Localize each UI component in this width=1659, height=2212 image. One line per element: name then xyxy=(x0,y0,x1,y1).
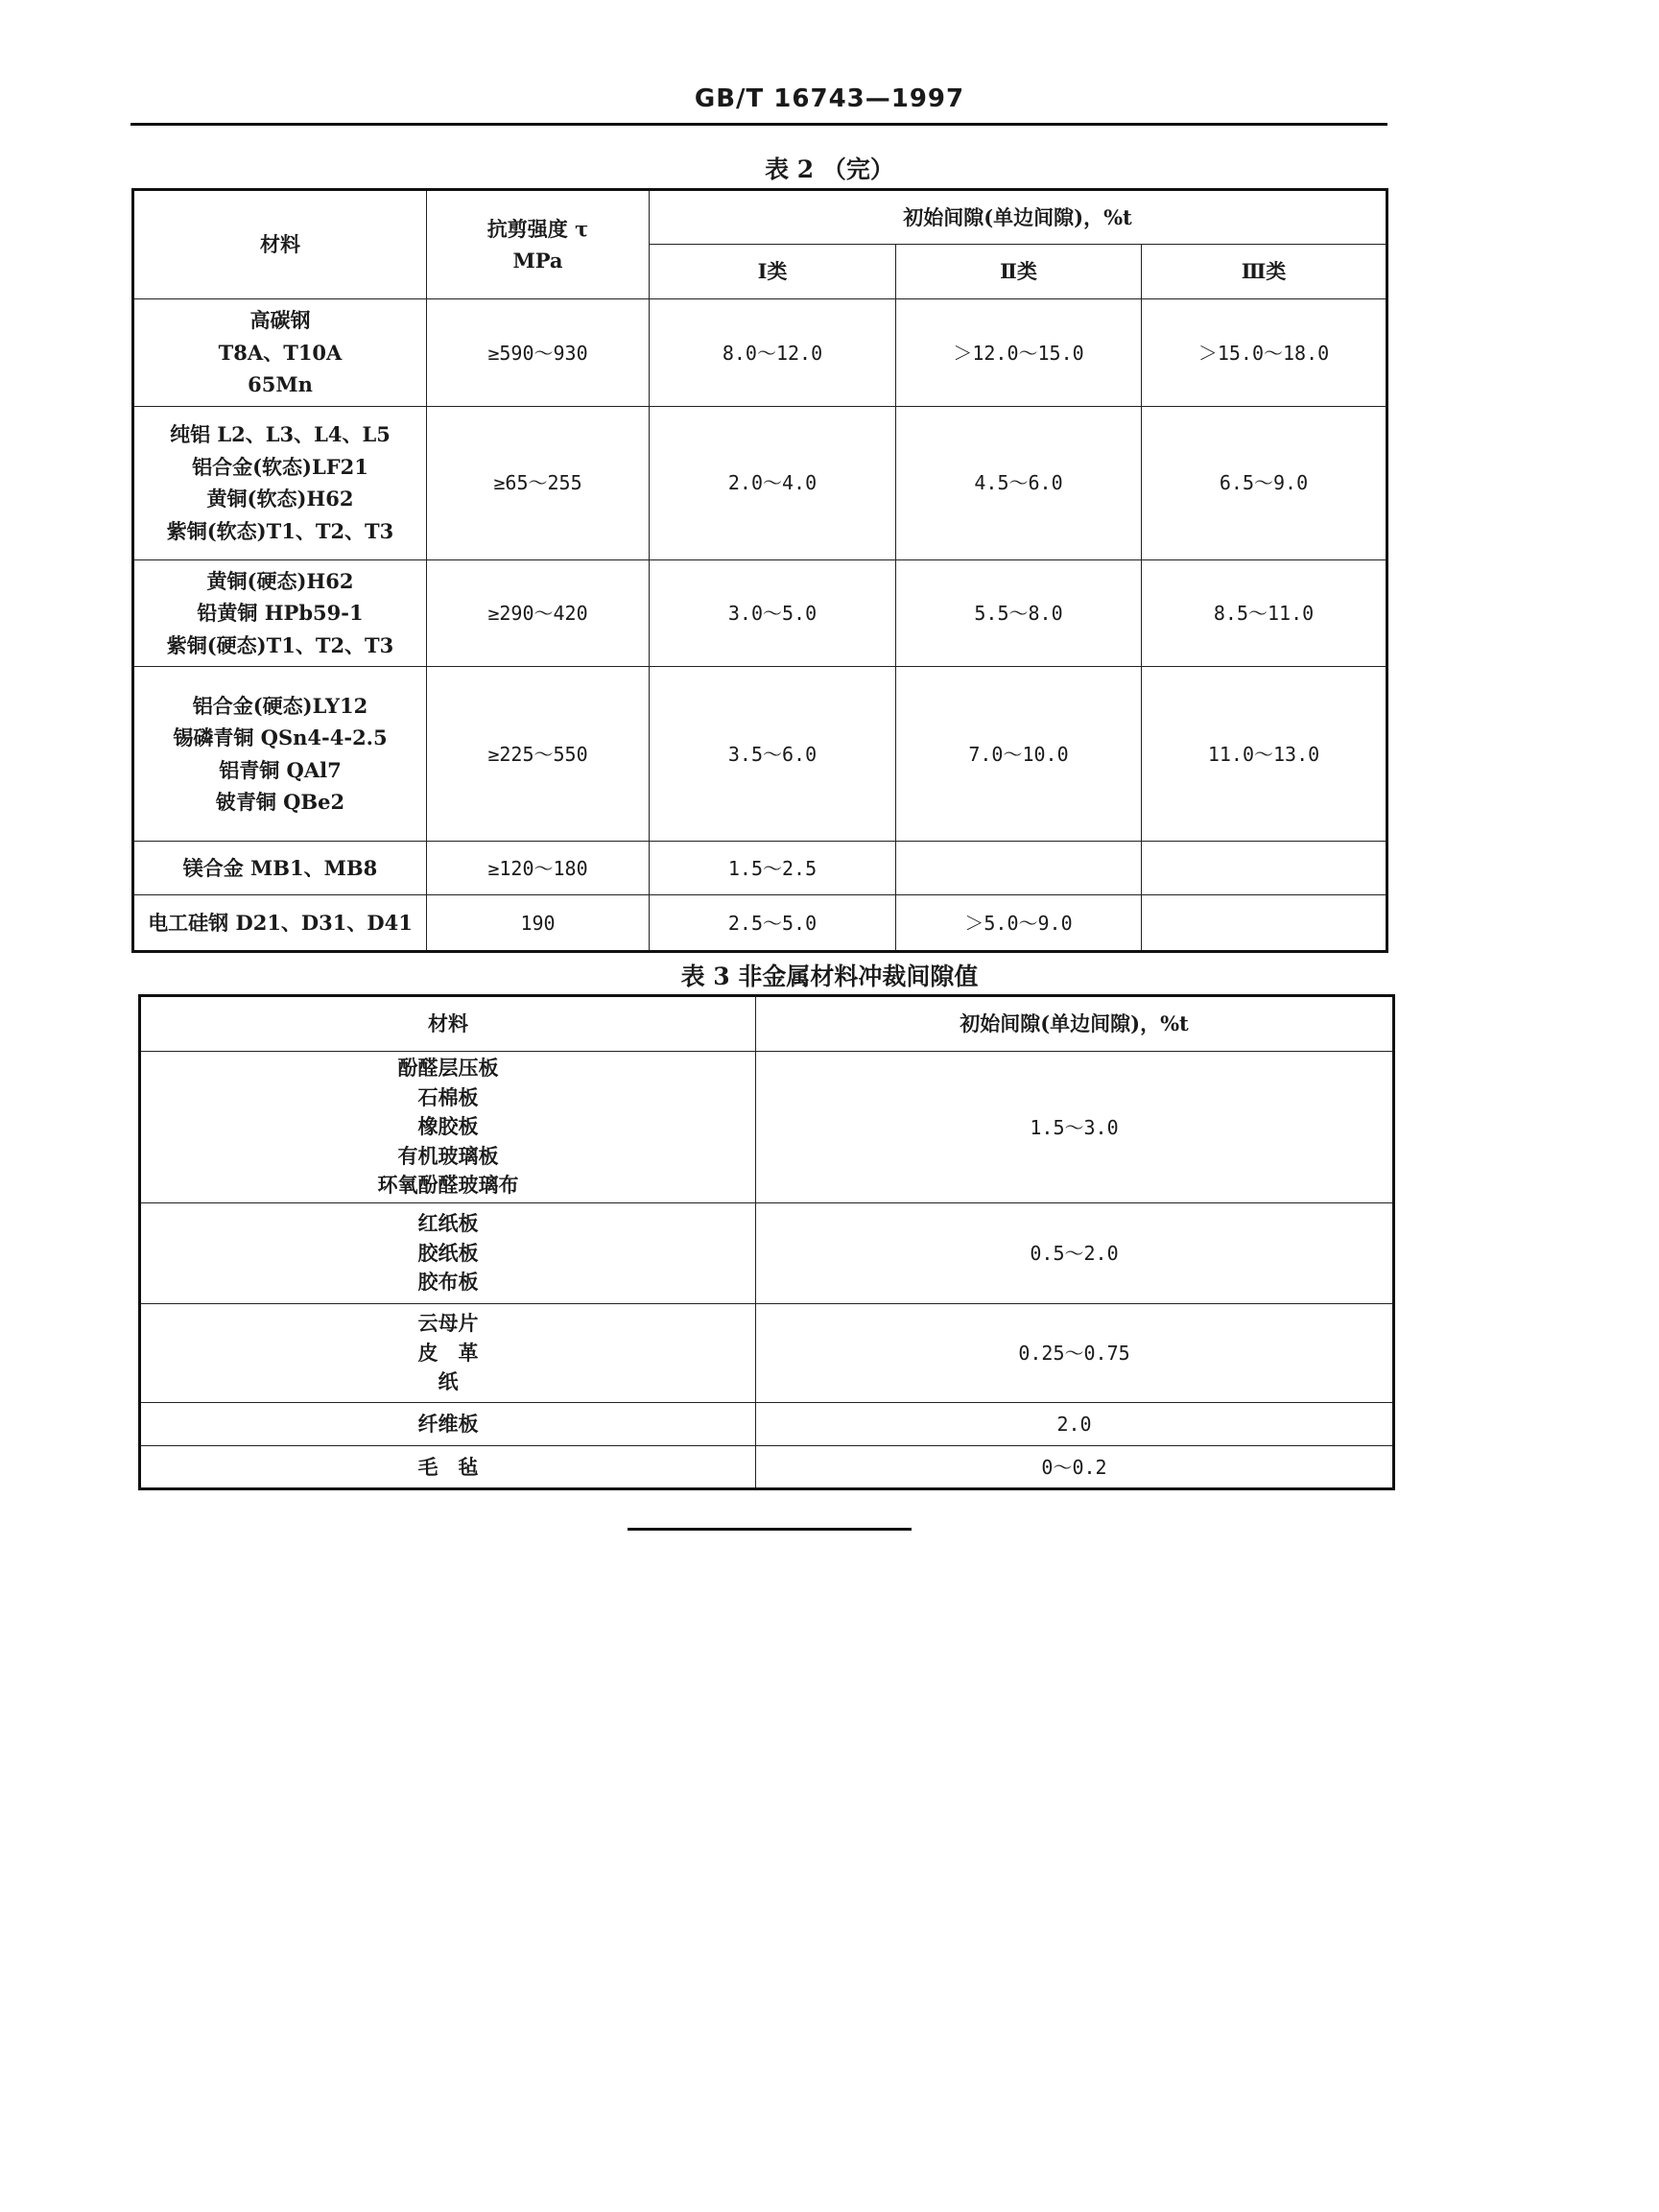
material-line: 黄铜(软态)H62 xyxy=(206,487,354,511)
class3-cell: 6.5～9.0 xyxy=(1142,406,1387,559)
table-row xyxy=(133,895,1387,952)
shear-strength-cell: ≥290～420 xyxy=(427,559,650,666)
material-line: 纸 xyxy=(438,1369,459,1394)
class2-cell: ＞5.0～9.0 xyxy=(896,895,1142,952)
shear-strength-cell: ≥65～255 xyxy=(427,406,650,559)
material-line: 酚醛层压板 xyxy=(397,1056,499,1081)
shear-strength-unit: MPa xyxy=(512,249,563,274)
class3-cell: 11.0～13.0 xyxy=(1142,667,1387,842)
material-line: 橡胶板 xyxy=(417,1114,479,1139)
material-cell xyxy=(140,1446,756,1489)
table3-header-material: 材料 xyxy=(140,996,756,1052)
material-line: 胶纸板 xyxy=(417,1240,479,1265)
material-line: 铍青铜 QBe2 xyxy=(215,790,345,815)
material-line: 红纸板 xyxy=(417,1211,479,1236)
table2-header-class2: Ⅱ类 xyxy=(896,244,1142,299)
table2-header-row xyxy=(133,190,1387,245)
class2-cell: 4.5～6.0 xyxy=(896,406,1142,559)
material-line: 纯铝 L2、L3、L4、L5 xyxy=(170,422,391,447)
clearance-cell: 2.0 xyxy=(756,1403,1394,1446)
material-cell xyxy=(133,299,427,406)
class1-cell: 3.0～5.0 xyxy=(650,559,896,666)
table3-header-row xyxy=(140,996,1394,1052)
table-row xyxy=(133,667,1387,842)
table-row xyxy=(140,1203,1394,1304)
material-cell xyxy=(140,1403,756,1446)
table2-header-shear-strength xyxy=(427,190,650,299)
table2 xyxy=(131,188,1388,953)
shear-strength-label: 抗剪强度 τ xyxy=(486,216,589,241)
end-of-standard-rule xyxy=(628,1528,912,1531)
class3-cell xyxy=(1142,895,1387,952)
class2-cell: ＞12.0～15.0 xyxy=(896,299,1142,406)
table3-caption: 表 3 非金属材料冲裁间隙值 xyxy=(680,963,979,990)
table-row xyxy=(133,299,1387,406)
material-line: 铅黄铜 HPb59-1 xyxy=(197,601,364,626)
shear-strength-cell: ≥120～180 xyxy=(427,842,650,895)
material-line: 65Mn xyxy=(248,372,313,397)
material-cell xyxy=(133,559,427,666)
header-rule xyxy=(130,123,1387,126)
material-line: 紫铜(硬态)T1、T2、T3 xyxy=(166,632,394,657)
material-line: 紫铜(软态)T1、T2、T3 xyxy=(166,518,394,543)
material-cell xyxy=(133,895,427,952)
material-line: 电工硅钢 D21、D31、D41 xyxy=(148,910,413,935)
table-row xyxy=(133,559,1387,666)
clearance-cell: 0.25～0.75 xyxy=(756,1304,1394,1403)
material-cell xyxy=(133,406,427,559)
material-line: 铝青铜 QAl7 xyxy=(219,757,342,782)
table2-caption: 表 2 （完） xyxy=(765,155,894,183)
material-line: 胶布板 xyxy=(417,1270,479,1295)
material-cell xyxy=(140,1203,756,1304)
class3-cell: ＞15.0～18.0 xyxy=(1142,299,1387,406)
class2-cell xyxy=(896,842,1142,895)
class1-cell: 3.5～6.0 xyxy=(650,667,896,842)
material-line: 铝合金(硬态)LY12 xyxy=(192,693,368,718)
table-row xyxy=(140,1403,1394,1446)
material-line: 毛 毡 xyxy=(417,1454,479,1479)
material-line: 铝合金(软态)LF21 xyxy=(192,454,368,479)
class3-cell xyxy=(1142,842,1387,895)
class3-cell: 8.5～11.0 xyxy=(1142,559,1387,666)
table-row xyxy=(140,1446,1394,1489)
shear-strength-cell: ≥225～550 xyxy=(427,667,650,842)
material-line: 石棉板 xyxy=(417,1084,479,1109)
material-line: 环氧酚醛玻璃布 xyxy=(377,1173,519,1198)
material-cell xyxy=(140,1052,756,1203)
class2-cell: 5.5～8.0 xyxy=(896,559,1142,666)
material-line: T8A、T10A xyxy=(218,340,343,365)
shear-strength-cell: ≥590～930 xyxy=(427,299,650,406)
document-standard-number: GB/T 16743—1997 xyxy=(694,84,965,113)
material-line: 锡磷青铜 QSn4-4-2.5 xyxy=(173,725,388,750)
class1-cell: 1.5～2.5 xyxy=(650,842,896,895)
table3 xyxy=(138,994,1395,1490)
material-cell xyxy=(133,667,427,842)
clearance-cell: 1.5～3.0 xyxy=(756,1052,1394,1203)
class1-cell: 2.5～5.0 xyxy=(650,895,896,952)
clearance-cell: 0～0.2 xyxy=(756,1446,1394,1489)
table2-header-class1: Ⅰ类 xyxy=(650,244,896,299)
material-line: 有机玻璃板 xyxy=(397,1143,499,1168)
table2-header-material: 材料 xyxy=(133,190,427,299)
class1-cell: 2.0～4.0 xyxy=(650,406,896,559)
table-row xyxy=(140,1304,1394,1403)
material-line: 云母片 xyxy=(417,1311,479,1336)
shear-strength-cell: 190 xyxy=(427,895,650,952)
material-cell xyxy=(140,1304,756,1403)
material-line: 高碳钢 xyxy=(249,308,311,333)
table-row xyxy=(133,406,1387,559)
table-row xyxy=(133,842,1387,895)
material-line: 皮 革 xyxy=(417,1340,479,1365)
table3-header-clearance: 初始间隙(单边间隙)，%t xyxy=(756,996,1394,1052)
material-line: 纤维板 xyxy=(417,1412,479,1437)
class2-cell: 7.0～10.0 xyxy=(896,667,1142,842)
clearance-cell: 0.5～2.0 xyxy=(756,1203,1394,1304)
table2-header-clearance: 初始间隙(单边间隙)，%t xyxy=(650,190,1387,245)
material-cell xyxy=(133,842,427,895)
table2-header-class3: Ⅲ类 xyxy=(1142,244,1387,299)
table-row xyxy=(140,1052,1394,1203)
class1-cell: 8.0～12.0 xyxy=(650,299,896,406)
material-line: 镁合金 MB1、MB8 xyxy=(182,856,378,881)
material-line: 黄铜(硬态)H62 xyxy=(206,568,354,593)
